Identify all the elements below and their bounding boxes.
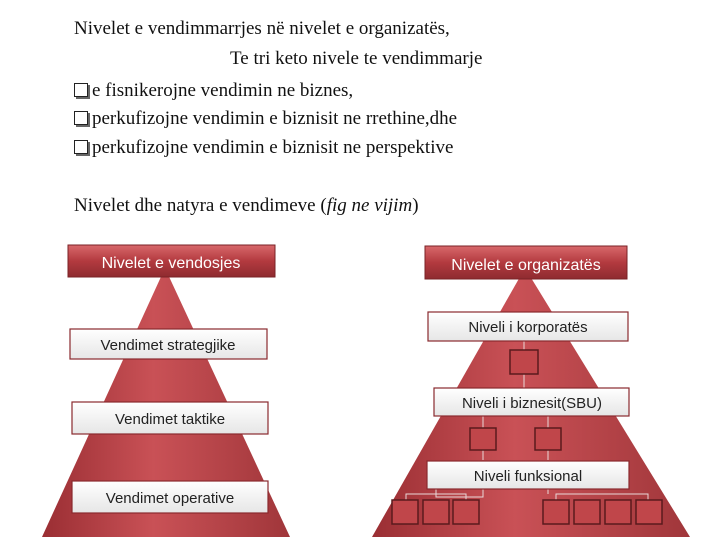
caption-italic: fig ne vijim <box>326 195 413 216</box>
corporate-unit-box <box>510 350 538 374</box>
right-level-label-3: Niveli funksional <box>473 468 583 485</box>
functional-unit-box <box>636 500 662 524</box>
caption-end: ) <box>412 195 419 216</box>
left-level-label-1: Vendimet strategjike <box>100 337 236 354</box>
bullet-text: e fisnikerojne vendimin ne biznes, <box>92 80 354 101</box>
functional-unit-box <box>574 500 600 524</box>
bullet-text: perkufizojne vendimin e biznisit ne rrethine,dhe <box>92 108 458 129</box>
heading-line-1: Nivelet e vendimmarrjes në nivelet e organizatës, <box>74 18 450 39</box>
right-level-label-1: Niveli i korporatës <box>468 319 588 336</box>
sbu-unit-box-1 <box>470 428 496 450</box>
right-header-label: Nivelet e organizatës <box>451 257 601 274</box>
heading-line-2: Te tri keto nivele te vendimmarje <box>230 48 483 69</box>
bullet-text: perkufizojne vendimin e biznisit ne perspektive <box>92 137 454 158</box>
functional-unit-box <box>605 500 631 524</box>
left-level-label-3: Vendimet operative <box>105 490 235 507</box>
left-level-label-2: Vendimet taktike <box>114 411 226 428</box>
functional-unit-box <box>423 500 449 524</box>
caption-main: Nivelet dhe natyra e vendimeve ( <box>74 195 327 216</box>
left-header-label: Nivelet e vendosjes <box>101 255 241 272</box>
functional-unit-box <box>392 500 418 524</box>
functional-unit-box <box>453 500 479 524</box>
sbu-unit-box-2 <box>535 428 561 450</box>
right-level-label-2: Niveli i biznesit(SBU) <box>461 395 603 412</box>
functional-unit-box <box>543 500 569 524</box>
